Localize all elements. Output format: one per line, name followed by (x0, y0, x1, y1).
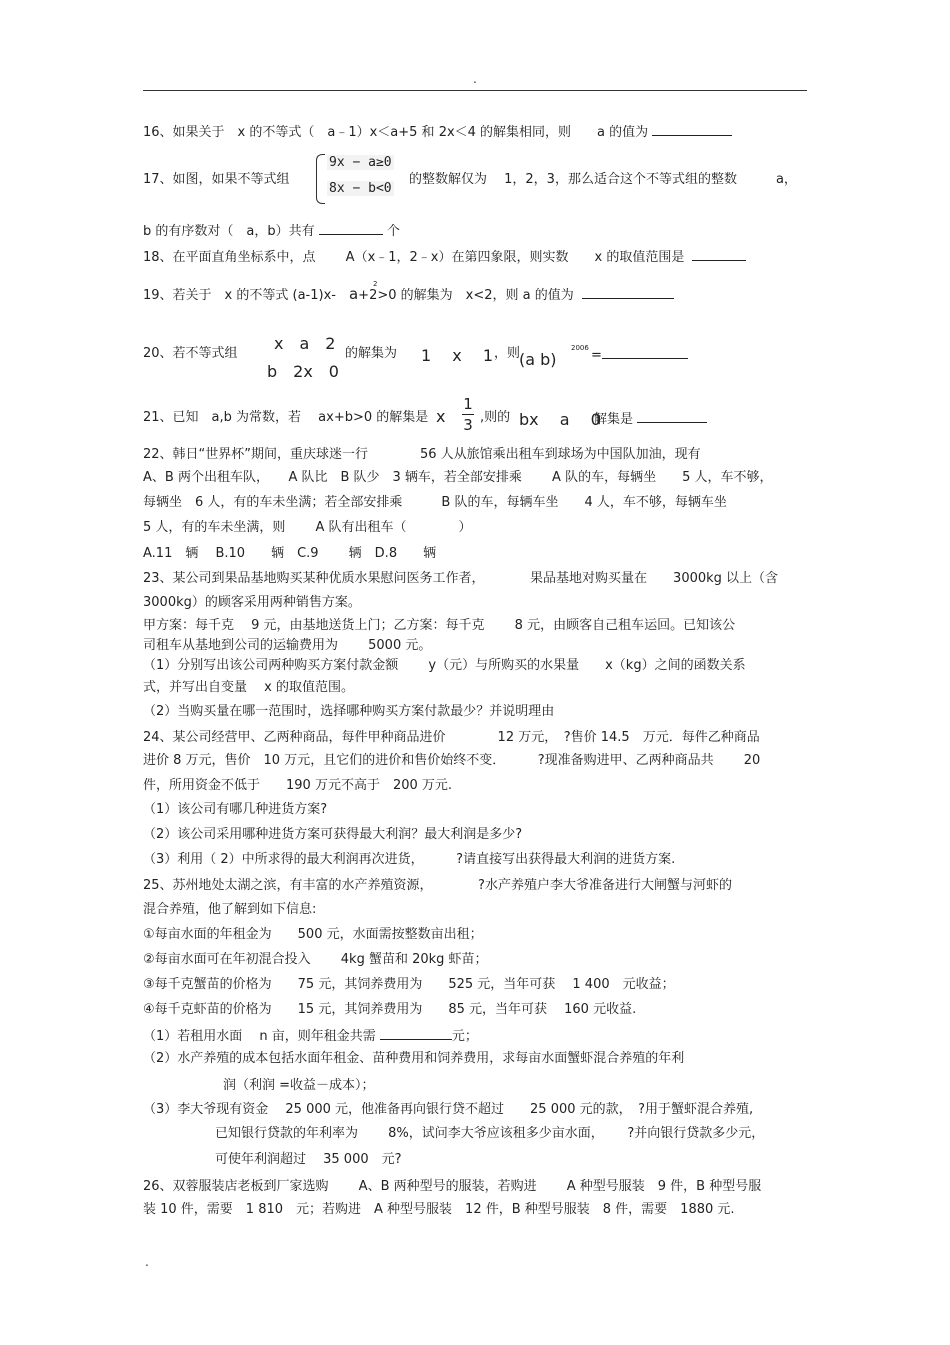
question-21-mid: ,则的 (480, 410, 511, 425)
question-20-prefix: 20、若不等式组 (143, 346, 238, 361)
question-25-line: ④每千克虾苗的价格为 15 元，其饲养费用为 85 元，当年可获 160 元收益. (143, 1002, 637, 1017)
answer-blank (652, 122, 732, 136)
header-dot: . (473, 72, 477, 86)
footer-dot: . (145, 1255, 149, 1269)
question-25-line: 混合养殖，他了解到如下信息: (143, 902, 317, 917)
question-20-mid: 的解集为 (345, 346, 398, 361)
question-24-line: （3）利用（ 2）中所求得的最大利润再次进货， ?请直接写出获得最大利润的进货方案. (143, 852, 676, 867)
question-25-line: ③每千克蟹苗的价格为 75 元，其饲养费用为 525 元，当年可获 1 400 元收益； (143, 977, 675, 992)
question-25-sub-line: 润（利润 =收益－成本）； (223, 1078, 375, 1093)
question-17-suffix: 的整数解仅为 1，2，3，那么适合这个不等式组的整数 a， (409, 172, 797, 187)
question-23-line: 23、某公司到果品基地购买某种优质水果慰问医务工作者， 果品基地对购买量在 3000kg 以上（含 (143, 571, 779, 586)
fraction-one-third (462, 395, 474, 434)
question-21-end: 解集是 (594, 412, 634, 427)
question-23-line: 司租车从基地到公司的运输费用为 5000 元。 (143, 638, 432, 653)
question-25-sub-1-text: （1）若租用水面 n 亩，则年租金共需 (143, 1029, 376, 1044)
system-row-2: b 2x 0 (267, 362, 339, 381)
expression-bx-a: bx a 0 (519, 410, 601, 429)
denominator: 3 (463, 416, 473, 434)
question-22-line: 每辆坐 6 人，有的车未坐满；若全部安排乘 B 队的车，每辆车坐 4 人，车不够，每辆车坐 (143, 495, 727, 510)
answer-blank (602, 345, 688, 359)
question-16 (143, 122, 732, 142)
question-20-answer (591, 345, 688, 365)
question-17-line2-end: 个 (386, 224, 400, 239)
brace (316, 154, 325, 204)
question-19-text: 19、若关于 x 的不等式 (a-1)x- (143, 288, 349, 303)
question-25-line: ②每亩水面可在年初混合投入 4kg 蟹苗和 20kg 虾苗； (143, 952, 488, 967)
answer-blank (692, 247, 746, 261)
system-row-1: 9x − a≥0 (329, 155, 392, 170)
superscript-2: 2 (373, 280, 378, 288)
question-23-line: 3000kg）的顾客采用两种销售方案。 (143, 595, 361, 610)
question-18 (143, 247, 746, 267)
question-25-sub-line: （3）李大爷现有资金 25 000 元，他准备再向银行贷不超过 25 000 元的款， ?用于蟹虾混合养殖, (143, 1102, 754, 1117)
question-24-line: （2）该公司采用哪种进货方案可获得最大利润？最大利润是多少? (143, 827, 523, 842)
question-23-line: 式，并写出自变量 x 的取值范围。 (143, 680, 354, 695)
question-17-line2-text: b 的有序数对（ a，b）共有 (143, 224, 315, 239)
system-row-1: x a 2 (274, 334, 336, 353)
question-24-line: 件，所用资金不低于 190 万元不高于 200 万元. (143, 778, 453, 793)
fraction-bar (462, 414, 474, 415)
question-25-sub-line: （2）水产养殖的成本包括水面年租金、苗种费用和饲养费用，求每亩水面蟹虾混合养殖的年利 (143, 1051, 685, 1066)
question-23-line: 甲方案：每千克 9 元，由基地送货上门；乙方案：每千克 8 元，由顾客自己租车运回。已知该公 (143, 618, 736, 633)
question-22-options: A.11 辆 B.10 辆 C.9 辆 D.8 辆 (143, 546, 437, 561)
question-25-line: ①每亩水面的年租金为 500 元，水面需按整数亩出租； (143, 927, 483, 942)
question-17-prefix: 17、如图，如果不等式组 (143, 172, 290, 187)
question-26-line: 装 10 件，需要 1 810 元；若购进 A 种型号服装 12 件，B 种型号服装 8 件，需要 1880 元. (143, 1202, 735, 1217)
question-26-line: 26、双蓉服装店老板到厂家选购 A、B 两种型号的服装，若购进 A 种型号服装 9 件，B 种型号服 (143, 1179, 762, 1194)
question-21-prefix: 21、已知 a,b 为常数，若 ax+b>0 的解集是 (143, 410, 429, 425)
question-22-line: 5 人，有的车未坐满，则 A 队有出租车（ ） (143, 520, 472, 535)
question-25-sub-1 (143, 1026, 478, 1046)
exponent-2006: 2006 (571, 344, 589, 352)
answer-blank (380, 1026, 452, 1040)
inequality-system-image (314, 152, 407, 206)
question-25-line: 25、苏州地处太湖之滨，有丰富的水产养殖资源， ?水产养殖户李大爷准备进行大闸蟹与河虾的 (143, 878, 732, 893)
question-19-text-2: +2>0 的解集为 x<2，则 a 的值为 (358, 288, 574, 303)
expression-a-minus-b: (a b) (519, 350, 557, 369)
question-17-line2 (143, 221, 400, 241)
numerator: 1 (463, 395, 473, 413)
variable-x: x (436, 407, 446, 426)
question-18-text: 18、在平面直角坐标系中，点 A（x﹣1，2﹣x）在第四象限，则实数 x 的取值范围是 (143, 250, 685, 265)
answer-blank (319, 221, 383, 235)
answer-blank (637, 409, 707, 423)
question-23-line: （2）当购买量在哪一范围时，选择哪种购买方案付款最少？并说明理由 (143, 704, 555, 719)
question-25-sub-line: 可使年利润超过 35 000 元? (215, 1152, 402, 1167)
answer-blank (582, 285, 674, 299)
variable-a: a (348, 285, 359, 303)
question-25-sub-line: 已知银行贷款的年利率为 8%，试问李大爷应该租多少亩水面， ?并向银行贷款多少元， (215, 1126, 765, 1141)
equals-sign: = (591, 348, 602, 363)
question-24-line: 进价 8 万元，售价 10 万元，且它们的进价和售价始终不变． ?现准备购进甲、乙两种商品共 20 (143, 753, 761, 768)
system-row-2: 8x − b<0 (329, 181, 392, 196)
question-25-sub-1-end: 元； (451, 1029, 478, 1044)
question-16-text: 16、如果关于 x 的不等式（ a﹣1）x＜a+5 和 2x＜4 的解集相同，则 a 的值为 (143, 125, 649, 140)
header-rule (143, 90, 807, 91)
solution-set: 1 x 1 (421, 346, 494, 365)
question-21-suffix (594, 409, 707, 429)
question-22-line: 22、韩日“世界杯”期间，重庆球迷一行 56 人从旅馆乘出租车到球场为中国队加油，现有 (143, 447, 701, 462)
question-24-line: （1）该公司有哪几种进货方案? (143, 802, 328, 817)
question-24-line: 24、某公司经营甲、乙两种商品，每件甲种商品进价 12 万元， ?售价 14.5 万元．每件乙种商品 (143, 730, 760, 745)
question-19 (143, 285, 674, 305)
question-23-line: （1）分别写出该公司两种购买方案付款金额 y（元）与所购买的水果量 x（kg）之间的函数关系 (143, 658, 746, 673)
question-22-line: A、B 两个出租车队， A 队比 B 队少 3 辆车，若全部安排乘 A 队的车，每辆坐 5 人，车不够， (143, 470, 773, 485)
question-20-then: ，则 (494, 346, 521, 361)
